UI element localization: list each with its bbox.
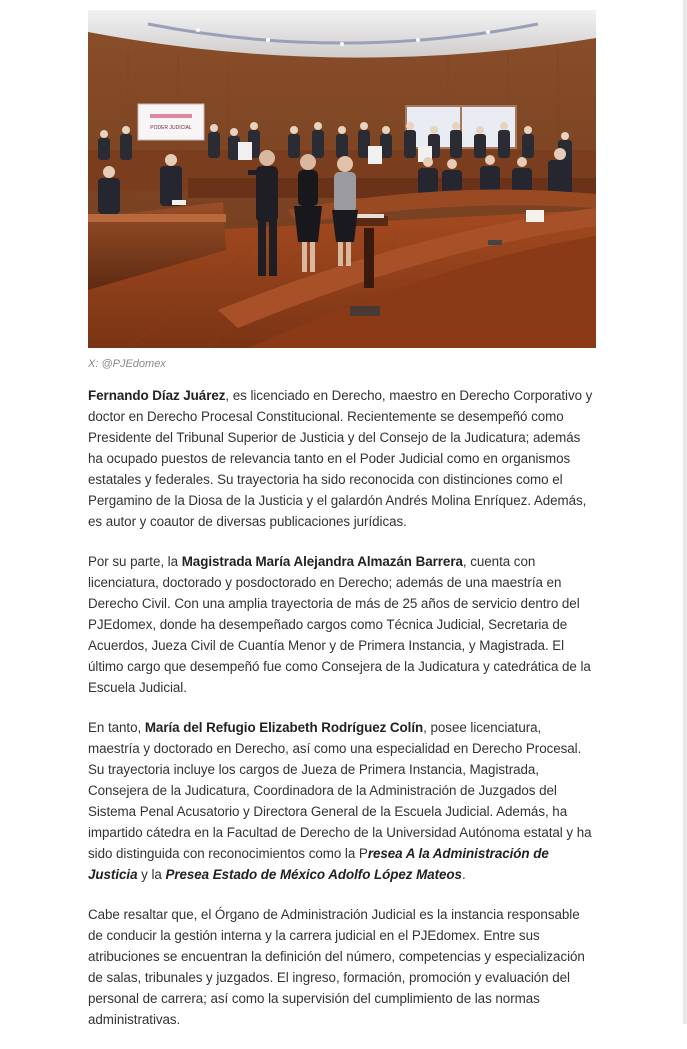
paragraph-diaz-juarez — [88, 385, 596, 532]
paragraph-text: , posee licenciatura, maestría y doctorado en Derecho, así como una especialidad en Derecho Procesal. Su trayectoria incluye los cargos de Jueza de Primera Instancia, Magistrada, Consejera de la Judicatura, Coordinadora de la Administración de Juzgados del Sistema Penal Acusatorio y Directora General de la Escuela Judicial. Además, ha impartido cátedra en la Facultad de Derecho de la Universidad Autónoma estatal y ha sido distinguida con reconocimientos como la P — [88, 720, 592, 861]
article — [88, 10, 596, 1049]
name-rodriguez-colin: María del Refugio Elizabeth Rodríguez Colín — [144, 720, 424, 735]
screen-title: PODER JUDICIAL — [150, 125, 192, 131]
paragraph-end: . — [461, 867, 466, 882]
award-presea-edomex: Presea Estado de México Adolfo López Mateos — [165, 867, 462, 882]
photo-caption: X: @PJEdomex — [88, 358, 166, 370]
paragraph-connector: y la — [137, 867, 166, 882]
name-diaz-juarez: Fernando Díaz Juárez — [88, 388, 226, 403]
paragraph-almazan-barrera — [88, 551, 596, 698]
paragraph-rodriguez-colin — [88, 717, 596, 885]
courtroom-photo — [88, 10, 596, 348]
paragraph-organo-administracion — [88, 904, 596, 1030]
paragraph-text: , cuenta con licenciatura, doctorado y posdoctorado en Derecho; además de una maestría en Derecho Civil. Con una amplia trayectoria de más de 25 años de servicio dentro del PJEdomex, donde ha desempeñado cargos como Técnica Judicial, Secretaria de Acuerdos, Jueza Civil de Cuantía Menor y de Primera Instancia, y Magistrada. El último cargo que desempeñó fue como Consejera de la Judicatura y catedrática de la Escuela Judicial. — [88, 554, 591, 695]
paragraph-text: Cabe resaltar que, el Órgano de Administración Judicial es la instancia responsable de conducir la gestión interna y la carrera judicial en el PJEdomex. Entre sus atribuciones se encuentran la definición del número, competencias y especialización de salas, tribunales y juzgados. El ingreso, formación, promoción y evaluación del personal de carrera; así como la supervisión del cumplimiento de las normas administrativas. — [88, 907, 585, 1027]
page-scrollbar-track[interactable] — [683, 0, 687, 1024]
award-presea-justicia: resea A la Administración de Justicia — [88, 846, 549, 882]
paragraph-lead: Por su parte, la — [88, 554, 182, 569]
paragraph-text: , es licenciado en Derecho, maestro en Derecho Corporativo y doctor en Derecho Procesal Constitucional. Recientemente se desempeñó como Presidente del Tribunal Superior de Justicia y del Consejo de la Judicatura; además ha ocupado puestos de relevancia tanto en el Poder Judicial como en organismos estatales y federales. Su trayectoria ha sido reconocida con distinciones como el Pergamino de la Diosa de la Justicia y el galardón Andrés Molina Enríquez. Además, es autor y coautor de diversas publicaciones jurídicas. — [88, 388, 593, 529]
paragraph-lead: En tanto, — [88, 720, 145, 735]
name-almazan-barrera: Magistrada María Alejandra Almazán Barrera — [181, 554, 463, 569]
